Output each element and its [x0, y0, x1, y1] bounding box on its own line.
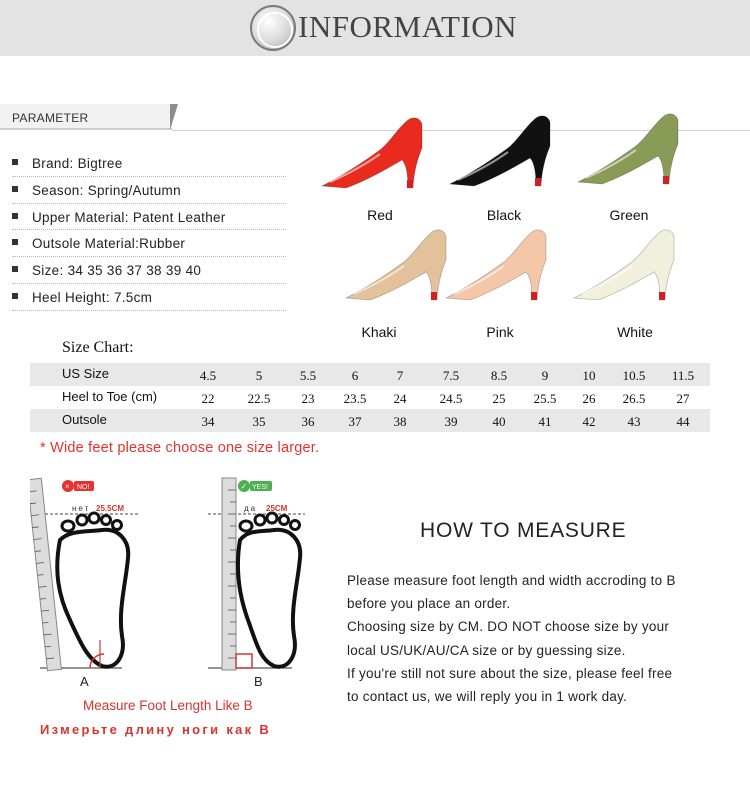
ruler-a-label: нет	[72, 504, 91, 513]
shoe-label-khaki: Khaki	[361, 324, 397, 340]
size-chart-table	[30, 363, 710, 432]
banner-title: INFORMATION	[298, 9, 518, 44]
how-to-measure-title: HOW TO MEASURE	[420, 519, 627, 542]
size-cell: 25	[492, 391, 506, 406]
bullet-square-icon	[12, 266, 18, 272]
size-cell: 11.5	[671, 368, 695, 383]
parameter-heel-height: Heel Height: 7.5cm	[32, 289, 153, 305]
bullet-square-icon	[12, 239, 18, 245]
how-to-measure-line: before you place an order.	[347, 596, 511, 612]
ruler-b-label: да	[244, 504, 258, 513]
size-cell: 25.5	[533, 391, 557, 406]
shoe-label-white: White	[617, 324, 653, 340]
shoe-label-red: Red	[367, 207, 393, 223]
svg-text:✓: ✓	[240, 482, 248, 491]
panel-a-label: A	[80, 674, 89, 689]
parameter-tab	[0, 104, 172, 130]
size-cell: 44	[676, 414, 690, 429]
shoe-khaki-icon[interactable]	[342, 220, 452, 302]
shoe-label-pink: Pink	[486, 324, 514, 340]
size-cell: 22.5	[247, 391, 271, 406]
how-to-measure-line: local US/UK/AU/CA size or by guessing size.	[347, 642, 626, 658]
measure-panel-b	[208, 478, 305, 689]
size-cell: 26	[582, 391, 596, 406]
size-cell: 9	[541, 368, 549, 383]
size-cell: 5	[255, 368, 263, 383]
size-row-header: US Size	[62, 366, 109, 381]
how-to-measure-line: If you're still not sure about the size, please feel free	[347, 665, 673, 681]
size-cell: 5.5	[299, 368, 317, 383]
size-cell: 24	[393, 391, 407, 406]
parameter-list	[12, 150, 286, 311]
parameter-outsole-material: Outsole Material:Rubber	[32, 236, 186, 252]
size-cell: 42	[582, 414, 596, 429]
size-cell: 26.5	[622, 391, 646, 406]
size-row-us	[30, 363, 710, 386]
size-cell: 7	[396, 368, 404, 383]
parameter-item	[12, 204, 286, 231]
bullet-square-icon	[12, 293, 18, 299]
size-cell: 10.5	[622, 368, 646, 383]
size-cell: 24.5	[439, 391, 463, 406]
size-cell: 36	[301, 414, 315, 429]
yes-badge-text: YES!	[252, 484, 268, 491]
shoe-red-icon[interactable]	[318, 108, 428, 190]
bullet-square-icon	[12, 213, 18, 219]
information-banner	[0, 0, 750, 56]
shoe-green-icon[interactable]	[574, 104, 684, 186]
panel-b-label: B	[254, 674, 263, 689]
parameter-brand: Brand: Bigtree	[32, 156, 123, 171]
size-cell: 6	[351, 368, 359, 383]
bullet-square-icon	[12, 186, 18, 192]
size-cell: 39	[444, 414, 458, 429]
parameter-size: Size: 34 35 36 37 38 39 40	[32, 263, 202, 279]
wide-feet-note: * Wide feet please choose one size larger.	[40, 440, 320, 456]
size-row-header: Heel to Toe (cm)	[62, 389, 158, 404]
foot-measure-illustration	[30, 470, 330, 690]
measure-caption-en: Measure Foot Length Like B	[83, 698, 253, 713]
size-cell: 37	[348, 414, 362, 429]
size-cell: 23.5	[343, 391, 367, 406]
how-to-measure-line: to contact us, we will reply you in 1 work day.	[347, 688, 628, 704]
size-cell: 7.5	[442, 368, 460, 383]
shoe-label-black: Black	[486, 207, 522, 223]
length-b-value: 25CM	[266, 504, 288, 513]
measure-caption-ru: Измерьте длину ноги как В	[40, 722, 272, 737]
size-cell: 43	[627, 414, 641, 429]
parameter-tab-label: PARAMETER	[12, 111, 89, 125]
length-a-value: 25.5CM	[96, 504, 125, 513]
parameter-item	[12, 230, 286, 257]
size-cell: 35	[252, 414, 266, 429]
parameter-upper-material: Upper Material: Patent Leather	[32, 209, 226, 225]
size-row-heel-to-toe	[30, 386, 710, 409]
measure-panel-a	[30, 478, 140, 689]
how-to-measure-line: Choosing size by CM. DO NOT choose size by your	[347, 619, 670, 635]
parameter-tab-fold	[170, 104, 178, 130]
size-chart-title: Size Chart:	[62, 339, 134, 356]
size-cell: 34	[201, 414, 215, 429]
shoe-pink-icon[interactable]	[442, 220, 552, 302]
size-cell: 22	[201, 391, 215, 406]
parameter-item	[12, 177, 286, 204]
size-cell: 38	[393, 414, 407, 429]
size-cell: 40	[492, 414, 506, 429]
parameter-item	[12, 284, 286, 311]
parameter-item	[12, 257, 286, 284]
how-to-measure-text	[347, 569, 737, 708]
shoe-white-icon[interactable]	[570, 220, 680, 302]
size-cell: 41	[538, 414, 552, 429]
size-cell: 8.5	[490, 368, 508, 383]
shoe-black-icon[interactable]	[446, 106, 556, 188]
size-cell: 23	[301, 391, 315, 406]
parameter-item	[12, 150, 286, 177]
size-row-outsole	[30, 409, 710, 432]
size-row-header: Outsole	[62, 412, 107, 427]
bullet-square-icon	[12, 159, 18, 165]
size-cell: 10	[582, 368, 596, 383]
banner-circle-icon	[250, 5, 296, 51]
ruler-b-icon	[222, 478, 236, 670]
no-badge-text: NO!	[77, 484, 90, 491]
size-cell: 27	[676, 391, 690, 406]
size-cell: 4.5	[199, 368, 217, 383]
svg-text:×: ×	[65, 482, 70, 491]
how-to-measure-line: Please measure foot length and width accroding to B	[347, 573, 676, 588]
shoe-label-green: Green	[609, 207, 649, 223]
parameter-season: Season: Spring/Autumn	[32, 182, 181, 198]
